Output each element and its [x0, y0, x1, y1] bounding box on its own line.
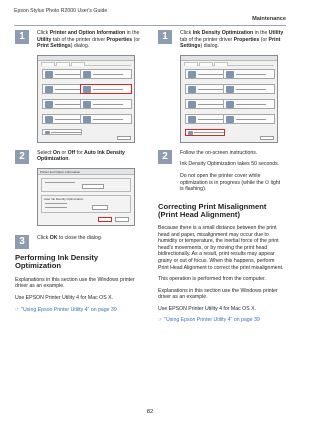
utility-button[interactable] [223, 69, 275, 80]
reference-arrow-icon: ☞ [15, 306, 20, 313]
step-number: 1 [158, 30, 172, 44]
header-rule [14, 25, 286, 26]
printer-and-option-information-button[interactable] [80, 84, 132, 95]
paragraph: Explanations in this section use the Windows printer driver as an example. [15, 276, 135, 290]
step-number: 2 [158, 150, 172, 164]
on-off-select[interactable] [92, 205, 108, 210]
running-header-section: Maintenance [252, 16, 286, 22]
auto-ink-density-group-label: Auto Ink Density Optimization [44, 196, 84, 201]
paragraph: Explanations in this section use the Windows printer driver as an example. [158, 287, 278, 301]
step-number: 2 [15, 150, 29, 164]
step-number: 3 [15, 235, 29, 249]
utility-tab-screenshot-2 [180, 55, 278, 143]
step-2-follow-instructions: 2 Follow the on-screen instructions. Ink Density Optimization takes 50 seconds. Do not open the printer cover while optimization is in progress (while the ⏻ light is flashing). [158, 150, 284, 193]
utility-button[interactable] [42, 129, 82, 135]
left-column [15, 30, 141, 313]
reference-arrow-icon: ☞ [158, 317, 163, 324]
step-3-close: 3 Click OK to close the dialog. [15, 235, 141, 242]
reference-link[interactable]: ☞ "Using Epson Printer Utility 4" on page 39 [15, 306, 117, 313]
utility-button[interactable] [223, 84, 275, 95]
page-number: 82 [146, 409, 154, 415]
step-number: 1 [15, 30, 29, 44]
settings-sheet-button[interactable] [82, 184, 104, 189]
utility-button[interactable] [80, 114, 132, 125]
paragraph: Use EPSON Printer Utility 4 for Mac OS X. [158, 305, 257, 312]
section-heading-print-head-alignment: Correcting Print Misalignment (Print Head Alignment) [158, 201, 267, 220]
section-heading-ink-density: Performing Ink Density Optimization [15, 252, 99, 271]
utility-button[interactable] [80, 99, 132, 110]
dialog-ok-button[interactable] [260, 136, 274, 140]
paragraph: This operation is performed from the computer. [158, 276, 266, 283]
ink-density-optimization-button[interactable] [185, 129, 225, 136]
printer-option-info-dialog [37, 168, 135, 226]
right-column [158, 30, 284, 324]
dialog-ok-button[interactable] [117, 136, 131, 140]
running-header-guide: Epson Stylus Photo R2000 User's Guide [14, 8, 108, 14]
ok-button-highlighted[interactable] [98, 217, 112, 222]
dialog-title: Printer and Option Information [38, 169, 134, 175]
step-1-printer-info: 1 Click Printer and Option Information in the Utility tab of the printer driver Properties (or Print Settings) dialog. [15, 30, 141, 50]
utility-button[interactable] [80, 69, 132, 80]
utility-button[interactable] [223, 114, 275, 125]
paragraph: Use EPSON Printer Utility 4 for Mac OS X. [15, 294, 114, 301]
utility-tab-screenshot [37, 55, 135, 143]
cancel-button[interactable] [115, 217, 129, 222]
utility-button[interactable] [223, 99, 275, 110]
step-1-ink-density-optimization: 1 Click Ink Density Optimization in the Utility tab of the printer driver Properties (or Print Settings) dialog. [158, 30, 284, 50]
reference-link[interactable]: ☞ "Using Epson Printer Utility 4" on page 39 [158, 317, 260, 324]
paragraph: Because there is a small distance between the print head and paper, misalignment may occur due to humidity or temperature, the inertial force of the print head's movements, or by moving the print head bidirectionally. As a result, print results may appear grainy or out of focus. When this happens, perform Print Head Alignment to correct the print misalignment. [158, 224, 284, 271]
step-2-auto-ink-density: 2 Select On or Off for Auto Ink Density Optimization. [15, 150, 141, 163]
